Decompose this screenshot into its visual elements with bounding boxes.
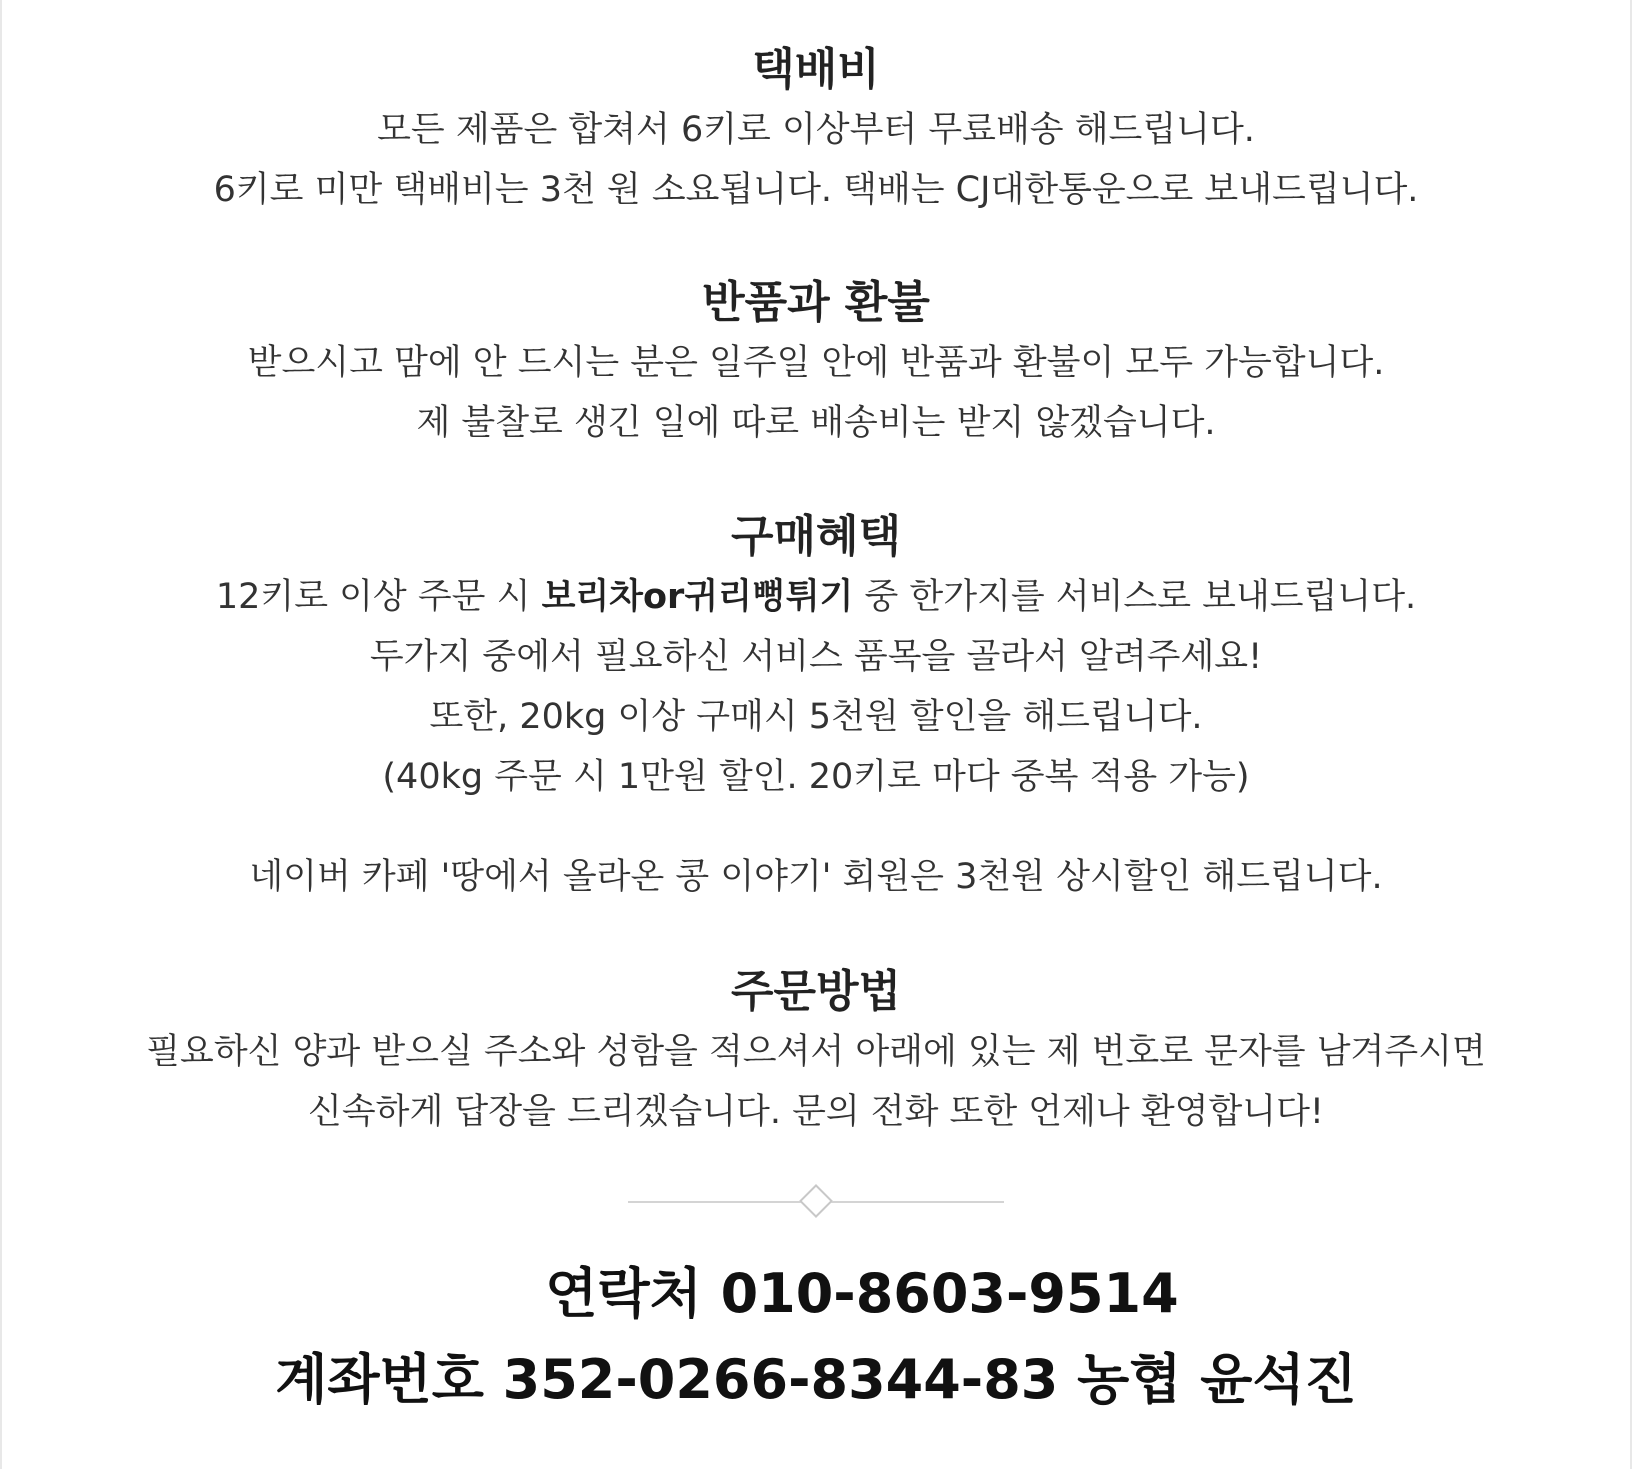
shipping-line-2: 6키로 미만 택배비는 3천 원 소요됩니다. 택배는 CJ대한통운으로 보내드립니다. xyxy=(213,170,1419,210)
contact-account: 계좌번호 352-0266-8344-83 농협 윤석진 xyxy=(275,1348,1357,1411)
benefits-line-5: 네이버 카페 '땅에서 올라온 콩 이야기' 회원은 3천원 상시할인 해드립니다. xyxy=(249,857,1383,897)
benefits-line-1 xyxy=(0,567,1632,627)
order-title: 주문방법 xyxy=(730,966,901,1017)
benefits-line-4: (40kg 주문 시 1만원 할인. 20키로 마다 중복 적용 가능) xyxy=(382,757,1250,797)
shipping-section xyxy=(0,40,1632,220)
diamond-icon xyxy=(799,1184,833,1218)
order-line-1: 필요하신 양과 받으실 주소와 성함을 적으셔서 아래에 있는 제 번호로 문자를 남겨주시면 xyxy=(146,1032,1486,1072)
order-section xyxy=(0,962,1632,1142)
benefits-section xyxy=(0,507,1632,907)
benefits-line-2: 두가지 중에서 필요하신 서비스 품목을 골라서 알려주세요! xyxy=(369,637,1263,677)
benefits-title: 구매혜택 xyxy=(730,511,901,562)
shipping-line-1: 모든 제품은 합쳐서 6키로 이상부터 무료배송 해드립니다. xyxy=(377,110,1255,150)
benefits-line-1-suffix: 중 한가지를 서비스로 보내드립니다. xyxy=(853,577,1417,617)
refund-line-1: 받으시고 맘에 안 드시는 분은 일주일 안에 반품과 환불이 모두 가능합니다. xyxy=(247,343,1385,383)
refund-title: 반품과 환불 xyxy=(702,277,930,328)
contact-phone: 연락처 010-8603-9514 xyxy=(545,1262,1179,1325)
benefits-line-3: 또한, 20kg 이상 구매시 5천원 할인을 해드립니다. xyxy=(429,697,1203,737)
benefits-service-items: 보리차or귀리뻥튀기 xyxy=(541,577,854,617)
shipping-title: 택배비 xyxy=(752,44,880,95)
refund-line-2: 제 불찰로 생긴 일에 따로 배송비는 받지 않겠습니다. xyxy=(416,403,1216,443)
refund-section xyxy=(0,273,1632,453)
order-line-2: 신속하게 답장을 드리겠습니다. 문의 전화 또한 언제나 환영합니다! xyxy=(308,1092,1324,1132)
benefits-line-1-prefix: 12키로 이상 주문 시 xyxy=(215,577,542,617)
